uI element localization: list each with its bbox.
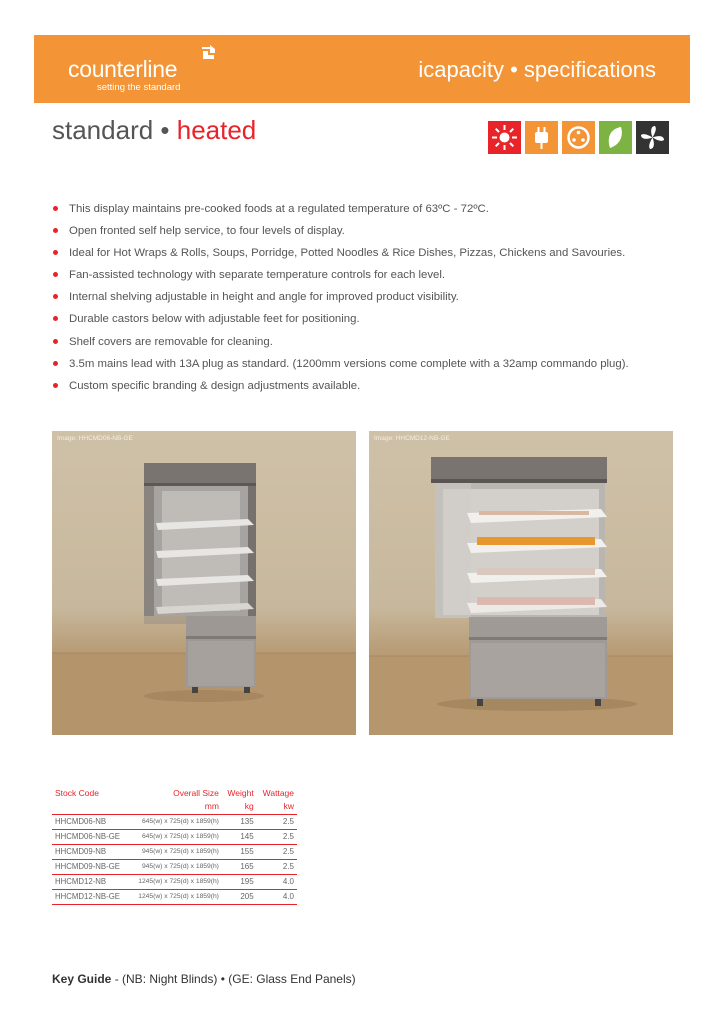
header-overall-size: Overall Size <box>173 788 219 798</box>
narrow-cabinet-illustration <box>52 431 356 735</box>
socket-icon <box>562 121 595 154</box>
unit-weight: kg <box>222 801 257 815</box>
table-row <box>52 860 297 875</box>
image-caption: Image: HHCMD06-NB-GE <box>57 435 133 442</box>
cell-code: HHCMD09-NB <box>52 845 129 860</box>
plug-icon <box>525 121 558 154</box>
cell-weight: 195 <box>222 875 257 890</box>
cell-wattage: 2.5 <box>257 830 297 845</box>
cell-weight: 165 <box>222 860 257 875</box>
table-row <box>52 875 297 890</box>
feature-list <box>52 202 692 401</box>
cell-size: 645(w) x 725(d) x 1859(h) <box>129 830 222 845</box>
unit-wattage: kw <box>257 801 297 815</box>
cell-size: 1245(w) x 725(d) x 1859(h) <box>129 875 222 890</box>
feature-item: Custom specific branding & design adjustments available. <box>52 379 692 401</box>
spec-table-header <box>52 786 297 801</box>
cell-wattage: 2.5 <box>257 845 297 860</box>
wide-cabinet-illustration <box>369 431 673 735</box>
key-guide-text: - (NB: Night Blinds) • (GE: Glass End Panels) <box>111 972 356 986</box>
table-row <box>52 830 297 845</box>
feature-item: Durable castors below with adjustable feet for positioning. <box>52 312 692 334</box>
cell-size: 945(w) x 725(d) x 1859(h) <box>129 845 222 860</box>
key-guide <box>52 973 356 985</box>
cell-wattage: 2.5 <box>257 815 297 830</box>
brand-tagline: setting the standard <box>97 82 181 93</box>
cell-size: 645(w) x 725(d) x 1859(h) <box>129 815 222 830</box>
header-title: icapacity • specifications <box>418 57 656 82</box>
fan-icon <box>636 121 669 154</box>
unit-overall-size: mm <box>129 801 222 815</box>
page-title <box>52 117 256 143</box>
product-photo-narrow <box>52 431 356 735</box>
cell-wattage: 4.0 <box>257 890 297 905</box>
cell-size: 945(w) x 725(d) x 1859(h) <box>129 860 222 875</box>
unit-stock-code <box>52 801 129 815</box>
table-row <box>52 815 297 830</box>
image-caption: Image: HHCMD12-NB-GE <box>374 435 450 442</box>
cell-code: HHCMD06-NB-GE <box>52 830 129 845</box>
feature-item: Shelf covers are removable for cleaning. <box>52 335 692 357</box>
cell-weight: 135 <box>222 815 257 830</box>
page-title-prefix: standard • <box>52 115 177 145</box>
cell-size: 1245(w) x 725(d) x 1859(h) <box>129 890 222 905</box>
feature-item: Internal shelving adjustable in height and angle for improved product visibility. <box>52 290 692 312</box>
table-row <box>52 845 297 860</box>
cell-code: HHCMD09-NB-GE <box>52 860 129 875</box>
feature-icons <box>488 121 669 155</box>
header-wattage: Wattage <box>262 788 294 798</box>
spec-table-units <box>52 801 297 815</box>
logo-mark-icon <box>201 45 215 61</box>
cell-weight: 205 <box>222 890 257 905</box>
cell-code: HHCMD12-NB-GE <box>52 890 129 905</box>
spec-table <box>52 786 297 905</box>
product-photo-wide <box>369 431 673 735</box>
feature-item: Fan-assisted technology with separate temperature controls for each level. <box>52 268 692 290</box>
header-banner <box>34 35 690 103</box>
feature-item: Ideal for Hot Wraps & Rolls, Soups, Porridge, Potted Noodles & Rice Dishes, Pizzas, Chickens and Savouries. <box>52 246 692 268</box>
header-weight: Weight <box>227 788 254 798</box>
cell-wattage: 4.0 <box>257 875 297 890</box>
cell-weight: 155 <box>222 845 257 860</box>
table-row <box>52 890 297 905</box>
feature-item: Open fronted self help service, to four levels of display. <box>52 224 692 246</box>
cell-code: HHCMD12-NB <box>52 875 129 890</box>
cell-code: HHCMD06-NB <box>52 815 129 830</box>
brand-logo: counterline <box>68 56 178 82</box>
feature-item: This display maintains pre-cooked foods at a regulated temperature of 63ºC - 72ºC. <box>52 202 692 224</box>
cell-wattage: 2.5 <box>257 860 297 875</box>
key-guide-label: Key Guide <box>52 972 112 986</box>
heat-icon <box>488 121 521 154</box>
leaf-icon <box>599 121 632 154</box>
cell-weight: 145 <box>222 830 257 845</box>
header-stock-code: Stock Code <box>55 788 99 798</box>
page-title-highlight: heated <box>176 115 257 145</box>
feature-item: 3.5m mains lead with 13A plug as standard. (1200mm versions come complete with a 32amp commando plug). <box>52 357 692 379</box>
